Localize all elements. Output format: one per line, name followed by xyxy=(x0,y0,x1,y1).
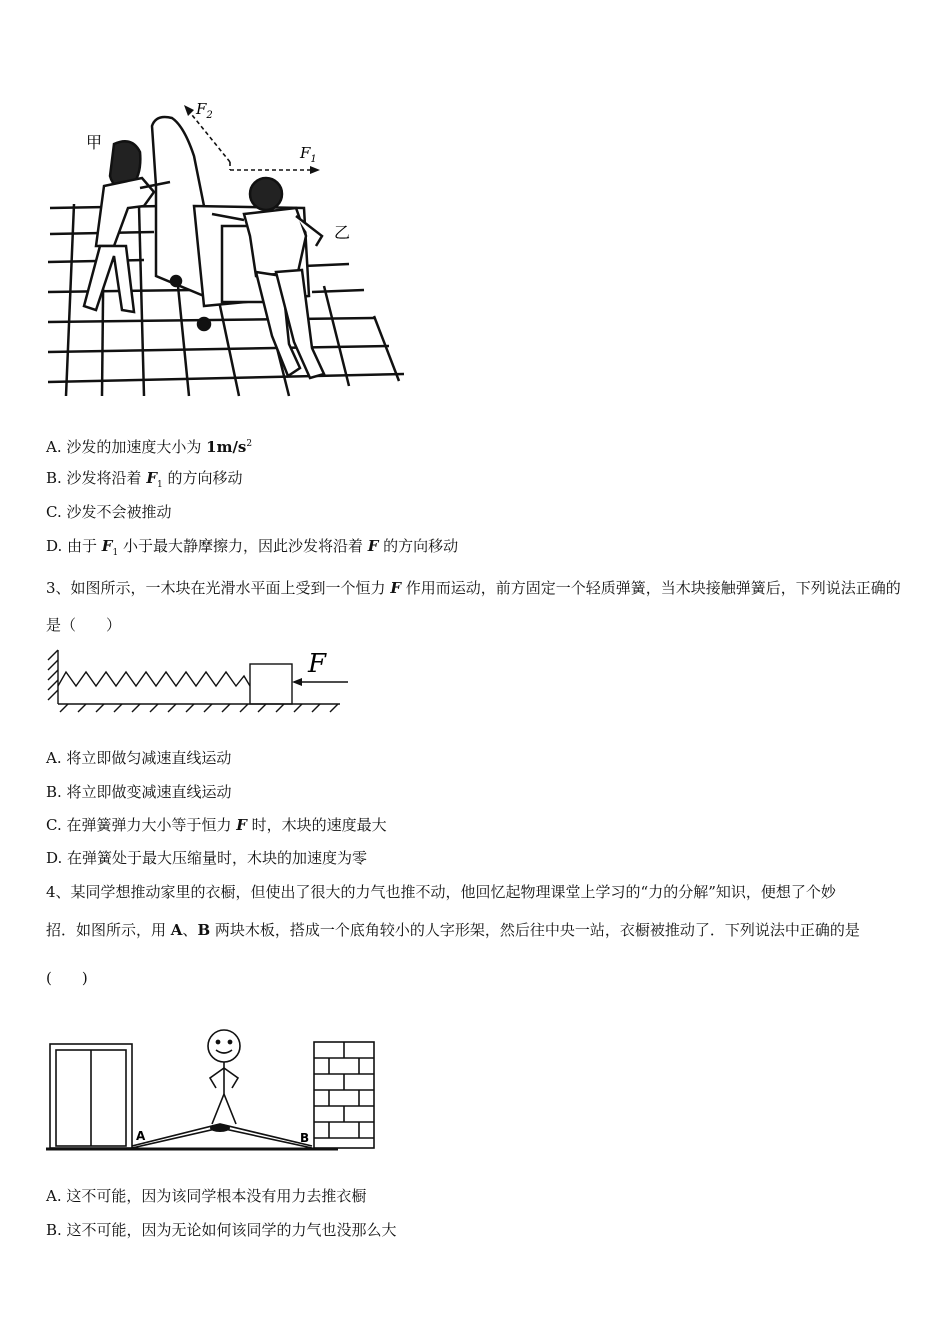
force-label: F xyxy=(308,649,327,679)
f1-label: $F_1$ xyxy=(300,144,317,165)
q3-option-c: C. 在弹簧弹力大小等于恒力 F 时，木块的速度最大 xyxy=(46,816,387,834)
q3-option-d: D. 在弹簧处于最大压缩量时，木块的加速度为零 xyxy=(46,849,368,867)
label-jia: 甲 xyxy=(86,133,103,152)
wardrobe-figure xyxy=(44,1024,380,1154)
q2-option-b: B. 沙发将沿着 $F_1$ 的方向移动 xyxy=(46,469,243,490)
q4-option-b: B. 这不可能，因为无论如何该同学的力气也没那么大 xyxy=(46,1221,397,1239)
q2-option-a: A. 沙发的加速度大小为 $1m/s^2$ xyxy=(46,438,253,456)
f2-label: $F_2$ xyxy=(196,100,213,121)
board-b-label: B xyxy=(300,1131,310,1145)
q4-option-a: A. 这不可能，因为该同学根本没有用力去推衣橱 xyxy=(46,1187,367,1205)
spring-block-figure xyxy=(44,646,350,714)
q4-stem-line-3: ( ) xyxy=(46,969,88,987)
q3-option-b: B. 将立即做变减速直线运动 xyxy=(46,783,232,801)
sofa-pushing-figure xyxy=(44,96,414,408)
label-yi: 乙 xyxy=(334,223,351,242)
board-a-label: A xyxy=(136,1129,146,1143)
q4-stem-line-1: 4、某同学想推动家里的衣橱，但使出了很大的力气也推不动，他回忆起物理课堂上学习的“力的分解”知识，便想了个妙 xyxy=(46,883,836,901)
q2-option-d: D. 由于 $F_1$ 小于最大静摩擦力，因此沙发将沿着 F 的方向移动 xyxy=(46,537,459,558)
q3-stem: 3、如图所示，一木块在光滑水平面上受到一个恒力 F 作用而运动，前方固定一个轻质弹簧，当木块接触弹簧后，下列说法正确的是（ ） xyxy=(46,579,901,634)
q2-option-c: C. 沙发不会被推动 xyxy=(46,503,172,521)
q3-option-a: A. 将立即做匀减速直线运动 xyxy=(46,749,232,767)
q4-stem-line-2: 招．如图所示，用 A、B 两块木板，搭成一个底角较小的人字形架，然后往中央一站，衣橱被推动了．下列说法中正确的是 xyxy=(46,921,860,939)
